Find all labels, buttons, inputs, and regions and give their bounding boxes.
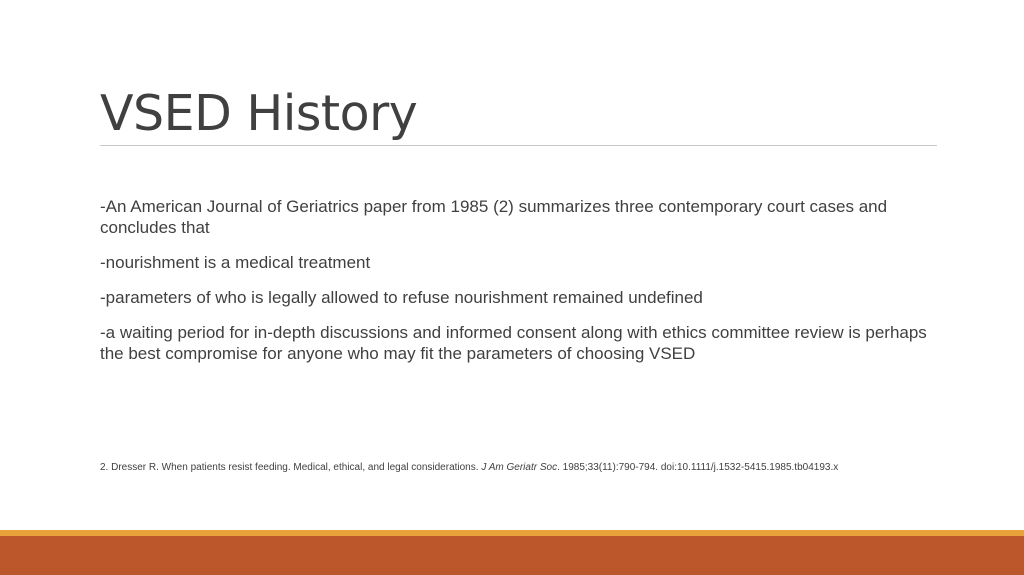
slide-title: VSED History [100,85,418,142]
citation-reference [100,461,980,475]
bullet-refusal-parameters: -parameters of who is legally allowed to refuse nourishment remained undefined [100,288,703,307]
bullet-paper-summary: -An American Journal of Geriatrics paper from 1985 (2) summarizes three contemporary court cases and concludes that [100,197,888,237]
footer-bar [0,536,1024,575]
citation-journal: J Am Geriatr Soc [481,462,558,473]
citation-authors-title: 2. Dresser R. When patients resist feeding. Medical, ethical, and legal considerations. [100,462,482,473]
bullet-waiting-period: -a waiting period for in-depth discussions and informed consent along with ethics committee review is perhaps the best compromise for anyone who may fit the parameters of choosing VSED [100,323,927,363]
title-divider [100,145,937,146]
slide-body [100,196,930,378]
citation-details: . 1985;33(11):790-794. doi:10.1111/j.1532-5415.1985.tb04193.x [557,462,839,473]
bullet-nourishment-treatment: -nourishment is a medical treatment [100,253,371,272]
